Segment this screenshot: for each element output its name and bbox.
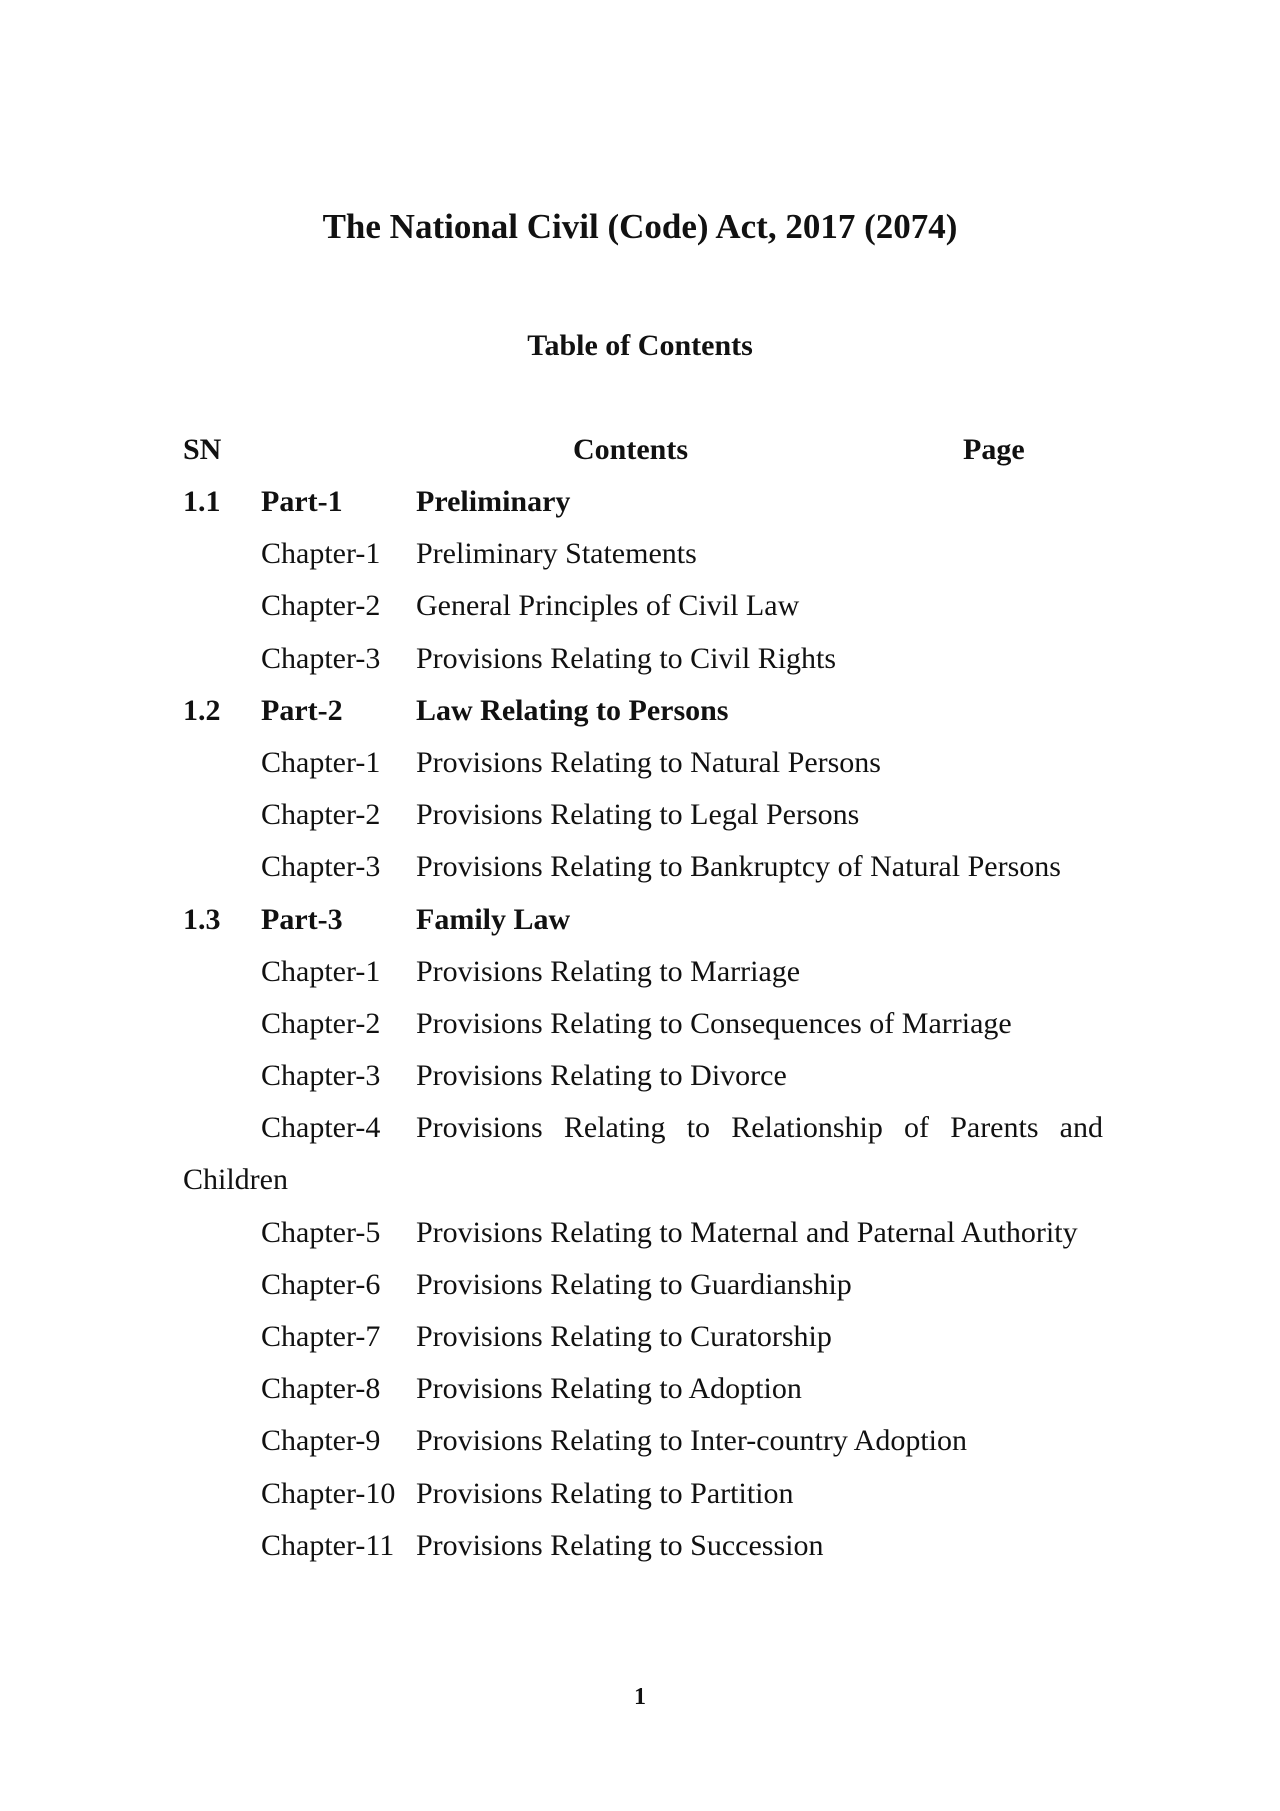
- toc-chapter-label: Chapter-2: [261, 798, 381, 832]
- toc-part-label: Part-1: [261, 485, 343, 518]
- toc-chapter-row: [183, 1526, 1103, 1578]
- toc-chapter-title: Provisions Relating to Relationship of Parents and: [416, 1111, 1103, 1145]
- toc-chapter-title: Provisions Relating to Curatorship: [416, 1320, 832, 1353]
- toc-part-row: [183, 691, 1103, 743]
- header-contents: Contents: [573, 433, 689, 466]
- page-number: 1: [634, 1684, 646, 1710]
- toc-chapter-row: [183, 1369, 1103, 1421]
- toc-chapter-row: [183, 1474, 1103, 1526]
- toc-chapter-label: Chapter-2: [261, 589, 381, 623]
- toc-chapter-row: [183, 1421, 1103, 1473]
- toc-chapter-row: [183, 534, 1103, 586]
- toc-chapter-title-continuation: [183, 1160, 1103, 1212]
- toc-part-row: [183, 900, 1103, 952]
- toc-chapter-row: [183, 952, 1103, 1004]
- toc-chapter-label: Chapter-9: [261, 1424, 381, 1458]
- toc-chapter-title: Provisions Relating to Natural Persons: [416, 745, 881, 779]
- toc-chapter-title: Preliminary Statements: [416, 537, 697, 571]
- toc-sn: 1.2: [183, 693, 221, 727]
- toc-part-label: Part-3: [261, 902, 343, 936]
- toc-chapter-label: Chapter-11: [261, 1528, 395, 1562]
- toc-chapter-label: Chapter-3: [261, 1059, 381, 1093]
- header-page: Page: [963, 433, 1025, 466]
- toc-chapter-row: [183, 1004, 1103, 1056]
- toc-chapter-title: General Principles of Civil Law: [416, 589, 800, 623]
- toc-chapter-title: Provisions Relating to Adoption: [416, 1372, 802, 1406]
- toc-chapter-row: [183, 743, 1103, 795]
- toc-chapter-label: Chapter-7: [261, 1320, 381, 1353]
- toc-chapter-row: [183, 847, 1103, 899]
- toc-chapter-label: Chapter-1: [261, 537, 381, 571]
- toc-part-title: Family Law: [416, 902, 571, 936]
- toc-chapter-row: [183, 1056, 1103, 1108]
- toc-chapter-title: Provisions Relating to Guardianship: [416, 1267, 852, 1301]
- toc-chapter-title: Provisions Relating to Maternal and Paternal Authority: [416, 1215, 1078, 1249]
- toc-chapter-title: Provisions Relating to Bankruptcy of Natural Persons: [416, 850, 1061, 884]
- toc-heading: Table of Contents: [527, 329, 753, 362]
- toc-chapter-label: Chapter-3: [261, 850, 381, 884]
- toc-chapter-row: [183, 1213, 1103, 1265]
- toc-chapter-row: [183, 1108, 1103, 1160]
- toc-chapter-row: [183, 1317, 1103, 1369]
- toc-chapter-label: Chapter-8: [261, 1372, 381, 1406]
- toc-part-title: Preliminary: [416, 485, 571, 518]
- toc-sn: 1.3: [183, 902, 221, 936]
- toc-chapter-title: Provisions Relating to Inter-country Adoption: [416, 1424, 968, 1458]
- header-sn: SN: [183, 433, 222, 466]
- toc-part-row: [183, 482, 1103, 534]
- toc-chapter-label: Chapter-3: [261, 641, 381, 675]
- toc-chapter-title: Provisions Relating to Marriage: [416, 954, 801, 988]
- toc-chapter-title: Provisions Relating to Partition: [416, 1476, 794, 1510]
- toc-continuation-text: Children: [183, 1163, 288, 1197]
- toc-chapter-row: [183, 639, 1103, 691]
- toc-chapter-row: [183, 586, 1103, 638]
- toc-chapter-label: Chapter-4: [261, 1111, 381, 1145]
- document-title: The National Civil (Code) Act, 2017 (2074): [322, 207, 958, 246]
- toc-chapter-label: Chapter-1: [261, 745, 381, 779]
- toc-chapter-label: Chapter-6: [261, 1267, 381, 1301]
- toc-list: [183, 482, 1103, 1578]
- toc-chapter-row: [183, 1265, 1103, 1317]
- toc-part-label: Part-2: [261, 693, 343, 727]
- toc-chapter-label: Chapter-10: [261, 1476, 396, 1510]
- toc-sn: 1.1: [183, 485, 221, 518]
- toc-chapter-title: Provisions Relating to Civil Rights: [416, 641, 837, 675]
- toc-chapter-title: Provisions Relating to Consequences of Marriage: [416, 1006, 1012, 1040]
- toc-chapter-label: Chapter-1: [261, 954, 381, 988]
- toc-part-title: Law Relating to Persons: [416, 693, 729, 727]
- toc-chapter-title: Provisions Relating to Divorce: [416, 1059, 787, 1093]
- toc-chapter-row: [183, 795, 1103, 847]
- toc-chapter-title: Provisions Relating to Legal Persons: [416, 798, 860, 832]
- toc-chapter-label: Chapter-2: [261, 1006, 381, 1040]
- toc-chapter-title: Provisions Relating to Succession: [416, 1528, 824, 1562]
- toc-chapter-label: Chapter-5: [261, 1215, 381, 1249]
